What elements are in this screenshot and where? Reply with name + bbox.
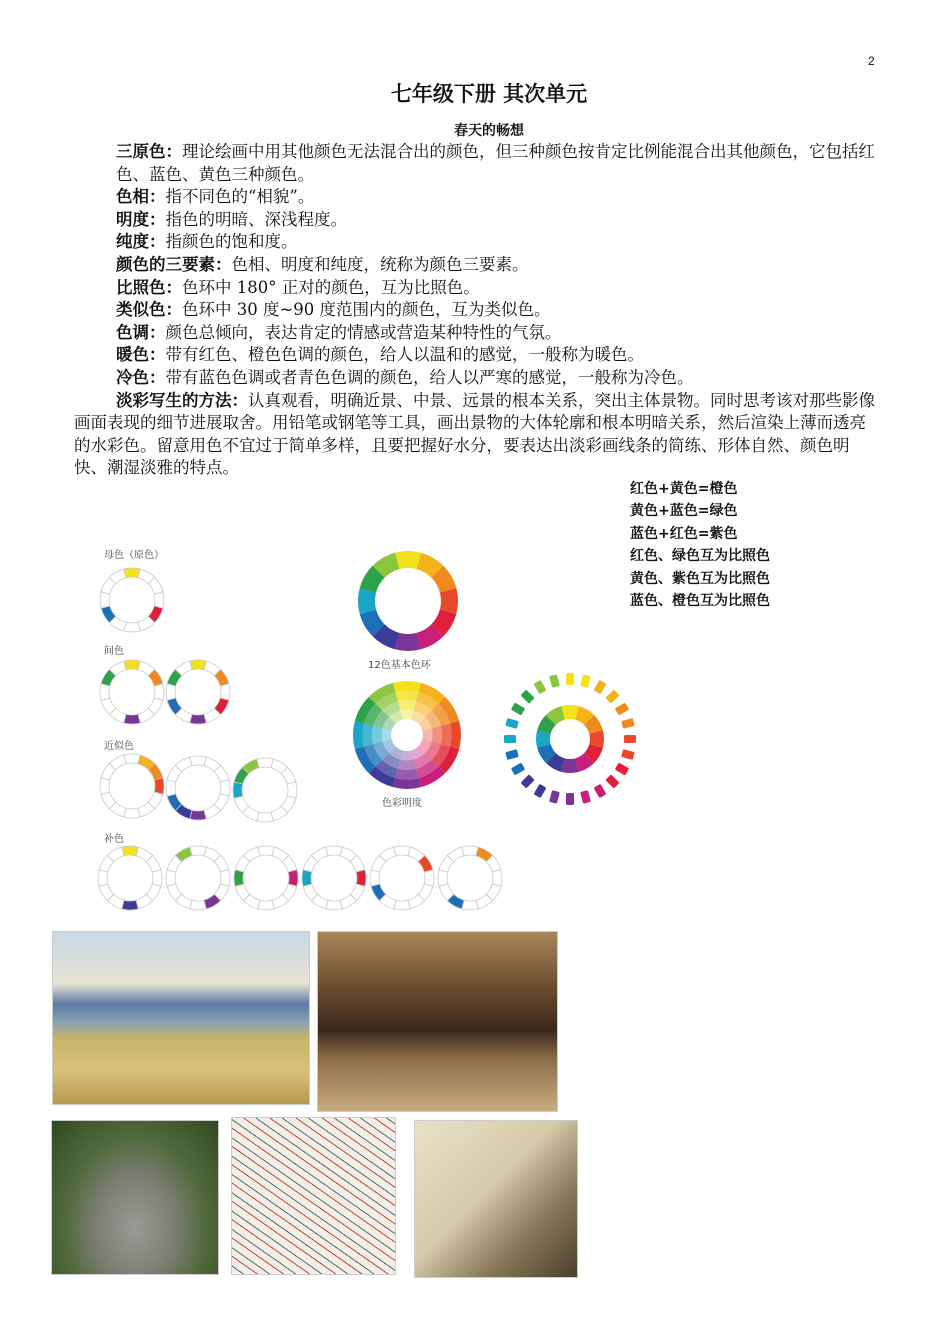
wheel-segment: [122, 900, 139, 910]
summary-item: 黄色、紫色互为比照色: [630, 570, 770, 587]
wheel-segment: [258, 900, 275, 910]
wheel-segment: [124, 808, 141, 818]
term-definition: 色环中 30 度~90 度范围内的颜色，互为类似色。: [182, 300, 551, 320]
wheel-segment: [356, 870, 366, 887]
wheel-segment: [492, 870, 502, 887]
term-label: 色相：: [116, 187, 166, 207]
paint-tube: [621, 718, 635, 729]
complementary-wheel-1: [94, 842, 166, 914]
term-definition: 理论绘画中用其他颜色无法混合出的颜色，但三种颜色按肯定比例能混合出其他颜色，它包括红色、蓝色、黄色三种颜色。: [116, 142, 875, 184]
term-definition: 带有蓝色色调或者青色色调的颜色，给人以严寒的感觉，一般称为冷色。: [165, 367, 694, 387]
wheel-segment: [257, 758, 274, 768]
wheel-segment: [122, 846, 139, 856]
section-title: 春天的畅想: [454, 123, 524, 139]
summary-item: 红色、绿色互为比照色: [630, 548, 770, 565]
term-label: 三原色：: [116, 142, 182, 161]
color-summary-list: [630, 478, 770, 612]
term-label: 色调：: [116, 322, 166, 342]
value-segment: [398, 760, 416, 770]
analogous-wheel-3: [229, 754, 301, 826]
paragraph-hue: [74, 186, 880, 209]
value-segment: [363, 723, 374, 746]
wheel-segment: [234, 870, 244, 887]
abstract-painting: [231, 1117, 396, 1275]
twelve-color-wheel-label: 12色基本色环: [368, 660, 431, 671]
wheel-segment: [257, 812, 274, 822]
wheel-segment: [100, 684, 110, 701]
paragraph-three-elements: [74, 254, 880, 277]
paint-tube: [521, 774, 535, 788]
wheel-segment: [288, 870, 298, 887]
wheel-segment: [124, 568, 141, 578]
wheel-segment: [124, 622, 141, 632]
value-segment: [395, 769, 418, 780]
wheel-segment: [438, 870, 448, 887]
term-label: 纯度：: [116, 232, 166, 252]
paint-tube: [615, 703, 629, 716]
summary-item: 红色+黄色=橙色: [630, 481, 738, 497]
paint-tube: [511, 763, 525, 776]
value-segment: [450, 721, 461, 749]
wheel-segment: [302, 870, 312, 887]
analogous-wheel-2: [162, 752, 234, 824]
ring-segment: [395, 633, 421, 651]
paragraph-cool: [74, 367, 880, 390]
color-value-label: 色彩明度: [382, 798, 422, 809]
wheel-segment: [124, 660, 141, 670]
term-definition: 指不同色的“相貌”。: [165, 187, 315, 207]
ink-painting: [414, 1120, 578, 1278]
wheel-segment: [124, 714, 141, 724]
wheel-segment: [190, 810, 207, 820]
paint-tube: [504, 735, 516, 743]
wheel-segment: [166, 780, 176, 797]
term-definition: 色环中 180° 正对的颜色，互为比照色。: [182, 277, 480, 297]
ring-segment: [395, 551, 421, 569]
wheel-segment: [166, 684, 176, 701]
complementary-colors-label: 补色: [104, 834, 124, 845]
complementary-wheel-6: [434, 842, 506, 914]
page-number: 2: [868, 54, 875, 68]
paint-tube: [580, 674, 591, 688]
paint-tube: [594, 680, 607, 694]
paint-tube: [605, 774, 619, 788]
wheel-segment: [166, 870, 176, 887]
summary-item: 黄色+蓝色=绿色: [630, 503, 738, 520]
primary-colors-label: 母色（原色）: [104, 550, 164, 561]
wheel-segment: [100, 778, 110, 795]
paint-tube: [511, 703, 525, 716]
sculpture-photo: [51, 1120, 219, 1275]
wheel-segment: [233, 782, 243, 799]
paint-tube-wheel: [496, 665, 644, 813]
paragraph-value: [74, 209, 880, 232]
complementary-wheel-3: [230, 842, 302, 914]
paint-tube: [549, 790, 560, 804]
value-segment: [393, 681, 421, 692]
paint-tube: [621, 749, 635, 760]
term-definition: 指色的明暗、深浅程度。: [165, 209, 347, 229]
value-segment: [432, 726, 442, 744]
page-title: 七年级下册 其次单元: [390, 81, 588, 106]
paragraph-saturation: [74, 231, 880, 254]
summary-item: 蓝色+红色=紫色: [630, 525, 738, 542]
color-value-wheel: [349, 677, 465, 793]
value-segment: [395, 691, 418, 702]
wheel-segment: [220, 870, 230, 887]
paragraph-tone: [74, 322, 880, 345]
complementary-wheel-5: [366, 842, 438, 914]
paint-tube: [580, 790, 591, 804]
wheel-segment: [287, 782, 297, 799]
ring-segment: [358, 588, 376, 614]
wheel-segment: [98, 870, 108, 887]
body-text: [74, 141, 880, 480]
paint-tube: [505, 718, 519, 729]
term-label: 明度：: [116, 209, 166, 229]
wheel-segment: [100, 592, 110, 609]
wheel-segment: [424, 870, 434, 887]
shed-painting: [317, 931, 558, 1112]
paragraph-warm: [74, 344, 880, 367]
term-definition: 认真观看，明确近景、中景、远景的根本关系，突出主体景物。同时思考该对那些影像画面表现的细节进展取舍。用铅笔或钢笔等工具，画出景物的大体轮廓和根本明暗关系，然后渲染上薄而透亮的水彩色。留意用色不宜过于简单多样，且要把握好水分，要表达出淡彩画线条的简练、形体自然、颜色明快、潮湿淡雅的特点。: [74, 390, 875, 478]
paragraph-analogous: [74, 299, 880, 322]
wheel-segment: [190, 900, 207, 910]
term-definition: 带有红色、橙色色调的颜色，给人以温和的感觉，一般称为暖色。: [165, 345, 644, 365]
complementary-wheel-4: [298, 842, 370, 914]
term-label: 颜色的三要素：: [116, 254, 232, 274]
paint-tube: [505, 749, 519, 760]
ring-segment: [440, 588, 458, 614]
wheel-segment: [190, 660, 207, 670]
value-center: [392, 720, 422, 750]
complementary-wheel-2: [162, 842, 234, 914]
value-segment: [353, 721, 364, 749]
primary-wheel: [96, 564, 168, 636]
term-definition: 颜色总倾向，表达肯定的情感或营造某种特性的气氛。: [165, 322, 562, 342]
paint-tube: [594, 784, 607, 798]
wheel-segment: [258, 846, 275, 856]
wheel-segment: [220, 684, 230, 701]
paragraph-sketch-method: [74, 390, 880, 480]
wheel-segment: [152, 870, 162, 887]
term-definition: 色相、明度和纯度，统称为颜色三要素。: [231, 254, 529, 274]
twelve-color-wheel: [354, 547, 462, 655]
term-label: 冷色：: [116, 367, 166, 387]
analogous-wheel-1: [96, 750, 168, 822]
wheel-segment: [124, 754, 141, 764]
wheel-segment: [190, 756, 207, 766]
analogous-colors-label: 近似色: [104, 741, 134, 752]
term-label: 淡彩写生的方法：: [116, 390, 248, 410]
paragraph-complementary: [74, 277, 880, 300]
paint-tube: [534, 680, 547, 694]
paint-tube: [605, 690, 619, 704]
secondary-wheel-1: [96, 656, 168, 728]
term-label: 类似色：: [116, 300, 182, 320]
paint-tube: [521, 690, 535, 704]
wheel-segment: [326, 900, 343, 910]
wheel-segment: [462, 900, 479, 910]
paint-tube: [566, 793, 574, 805]
term-definition: 指颜色的饱和度。: [165, 232, 298, 252]
summary-item: 蓝色、橙色互为比照色: [630, 593, 770, 610]
paint-tube: [549, 674, 560, 688]
landscape-painting: [52, 931, 310, 1105]
paint-tube: [615, 763, 629, 776]
wheel-segment: [190, 714, 207, 724]
wheel-segment: [394, 846, 411, 856]
term-label: 比照色：: [116, 277, 182, 297]
wheel-segment: [326, 846, 343, 856]
wheel-segment: [462, 846, 479, 856]
paint-tube: [624, 735, 636, 743]
wheel-segment: [394, 900, 411, 910]
term-label: 暖色：: [116, 345, 166, 365]
value-segment: [398, 700, 416, 710]
paint-tube: [534, 784, 547, 798]
secondary-wheel-2: [162, 656, 234, 728]
wheel-segment: [190, 846, 207, 856]
wheel-segment: [370, 870, 380, 887]
wheel-segment: [154, 592, 164, 609]
paragraph-primary-colors: [74, 141, 880, 186]
secondary-colors-label: 间色: [104, 646, 124, 657]
paint-tube: [566, 673, 574, 685]
value-segment: [393, 778, 421, 789]
value-segment: [372, 726, 382, 744]
value-segment: [441, 723, 452, 746]
